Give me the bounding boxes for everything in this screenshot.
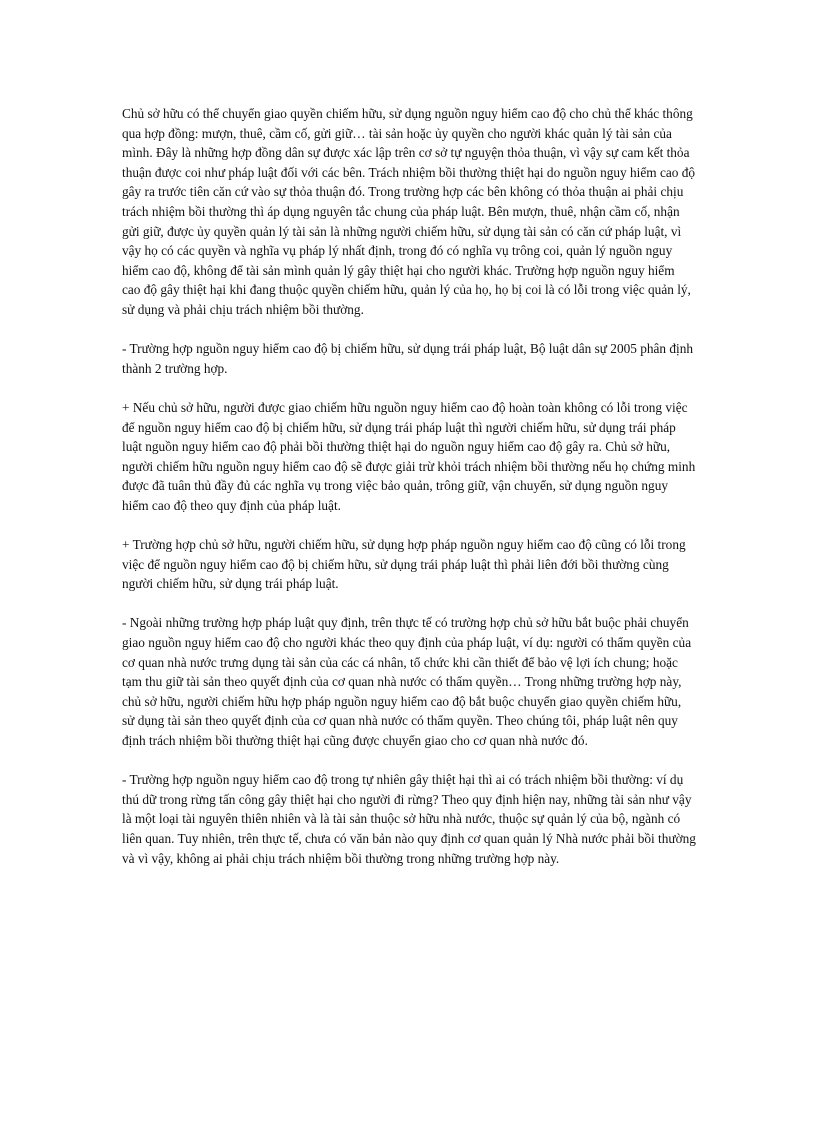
paragraph-mandatory-transfer: - Ngoài những trường hợp pháp luật quy định, trên thực tế có trường hợp chủ sở hữu bắt buộc phải chuyển giao nguồn nguy hiểm cao độ cho người khác theo quy định của pháp luật, ví dụ: người có thẩm quyền của cơ quan nhà nước trưng dụng tài sản của các cá nhân, tổ chức khi cần thiết để bảo vệ lợi ích chung; hoặc tạm thu giữ tài sản theo quyết định của cơ quan nhà nước có thẩm quyền… Trong những trường hợp này, chủ sở hữu, người chiếm hữu hợp pháp nguồn nguy hiểm cao độ bắt buộc chuyển giao quyền chiếm hữu, sử dụng tài sản theo quyết định của cơ quan nhà nước có thẩm quyền. Theo chúng tôi, pháp luật nên quy định trách nhiệm bồi thường thiệt hại cũng được chuyển giao cho cơ quan nhà nước đó. (122, 615, 692, 748)
document-body (122, 104, 696, 888)
paragraph-intro: Chủ sở hữu có thể chuyển giao quyền chiếm hữu, sử dụng nguồn nguy hiểm cao độ cho chủ thể khác thông qua hợp đồng: mượn, thuê, cầm cố, gửi giữ… tài sản hoặc ủy quyền cho người khác quản lý tài sản của mình. Đây là những hợp đồng dân sự được xác lập trên cơ sở tự nguyện thỏa thuận, vì vậy sự cam kết thỏa thuận được coi như pháp luật đối với các bên. Trách nhiệm bồi thường thiệt hại do nguồn nguy hiểm cao độ gây ra trước tiên căn cứ vào sự thỏa thuận đó. Trong trường hợp các bên không có thỏa thuận ai phải chịu trách nhiệm bồi thường thì áp dụng nguyên tắc chung của pháp luật. Bên mượn, thuê, nhận cầm cố, nhận gửi giữ, được ủy quyền quản lý tài sản là những người chiếm hữu, sử dụng tài sản có căn cứ pháp luật, vì vậy họ có các quyền và nghĩa vụ pháp lý nhất định, trong đó có nghĩa vụ trông coi, quản lý nguồn nguy hiểm cao độ, không để tài sản mình quản lý gây thiệt hại cho người khác. Trường hợp nguồn nguy hiểm cao độ gây thiệt hại khi đang thuộc quyền chiếm hữu, quản lý của họ, họ bị coi là có lỗi trong việc quản lý, sử dụng và phải chịu trách nhiệm bồi thường. (122, 106, 696, 317)
paragraph-owner-at-fault: + Trường hợp chủ sở hữu, người chiếm hữu, sử dụng hợp pháp nguồn nguy hiểm cao độ cũng có lỗi trong việc để nguồn nguy hiểm cao độ bị chiếm hữu, sử dụng trái pháp luật thì phải liên đới bồi thường cùng người chiếm hữu, sử dụng trái pháp luật. (122, 537, 686, 592)
paragraph-natural-source: - Trường hợp nguồn nguy hiểm cao độ trong tự nhiên gây thiệt hại thì ai có trách nhiệm bồi thường: ví dụ thú dữ trong rừng tấn công gây thiệt hại cho người đi rừng? Theo quy định hiện nay, những tài sản như vậy là một loại tài nguyên thiên nhiên và là tài sản thuộc sở hữu nhà nước, thuộc sự quản lý của bộ, ngành có liên quan. Tuy nhiên, trên thực tế, chưa có văn bản nào quy định cơ quan quản lý Nhà nước phải bồi thường và vì vậy, không ai phải chịu trách nhiệm bồi thường trong những trường hợp này. (122, 772, 696, 866)
paragraph-illegal-possession: - Trường hợp nguồn nguy hiểm cao độ bị chiếm hữu, sử dụng trái pháp luật, Bộ luật dân sự 2005 phân định thành 2 trường hợp. (122, 341, 694, 376)
paragraph-owner-not-at-fault: + Nếu chủ sở hữu, người được giao chiếm hữu nguồn nguy hiểm cao độ hoàn toàn không có lỗi trong việc để nguồn nguy hiểm cao độ bị chiếm hữu, sử dụng trái pháp luật thì người chiếm hữu, sử dụng trái pháp luật nguồn nguy hiểm cao độ phải bồi thường thiệt hại do nguồn nguy hiểm cao độ gây ra. Chủ sở hữu, người chiếm hữu nguồn nguy hiểm cao độ sẽ được giải trừ khỏi trách nhiệm bồi thường nếu họ chứng minh được đã tuân thủ đầy đủ các nghĩa vụ trong việc bảo quản, trông giữ, vận chuyển, sử dụng nguồn nguy hiểm cao độ theo quy định của pháp luật. (122, 399, 696, 513)
